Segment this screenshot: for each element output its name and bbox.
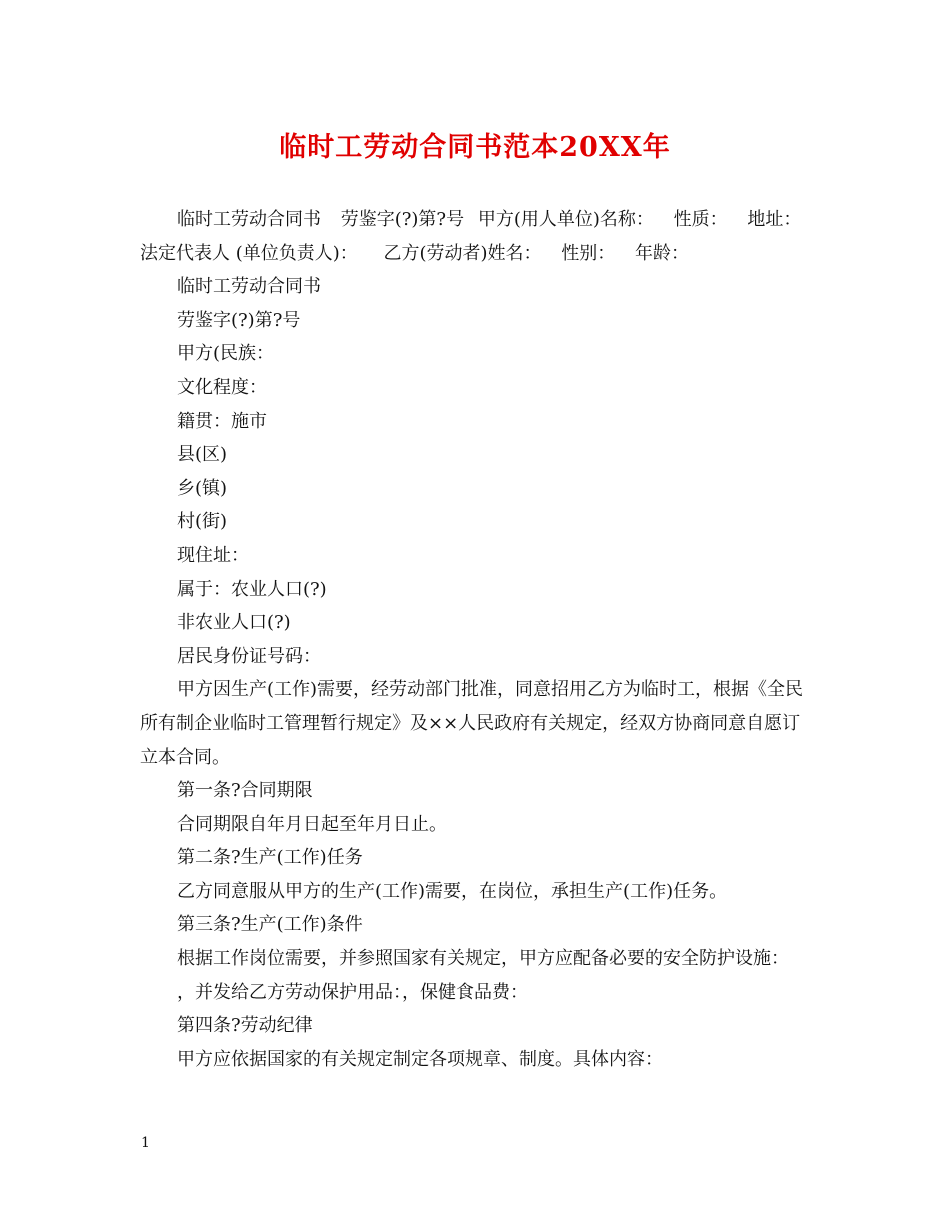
section-heading: 第三条?生产(工作)条件 xyxy=(177,914,363,936)
header-field-age: 年龄： xyxy=(635,242,690,264)
paragraph: 甲方应依据国家的有关规定制定各项规章、制度。具体内容： xyxy=(177,1048,663,1070)
paragraph: 现住址： xyxy=(177,544,249,566)
paragraph: 乙方同意服从甲方的生产(工作)需要，在岗位，承担生产(工作)任务。 xyxy=(177,880,728,902)
header-line-1 xyxy=(140,203,816,237)
header-field-nature: 性质： xyxy=(673,209,728,230)
header-field-contract: 临时工劳动合同书 xyxy=(177,209,321,230)
paragraph: 甲方(民族： xyxy=(177,343,275,365)
paragraph: 属于：农业人口(?) xyxy=(177,578,327,600)
header-field-employer-name: 甲方(用人单位)名称： xyxy=(477,209,654,230)
paragraph: 合同期限自年月日起至年月日止。 xyxy=(177,813,447,835)
paragraph: 非农业人口(?) xyxy=(177,612,291,634)
section-heading: 第二条?生产(工作)任务 xyxy=(177,847,363,869)
paragraph: 乡(镇) xyxy=(177,477,228,499)
paragraph: 县(区) xyxy=(177,444,228,466)
header-line-2 xyxy=(140,237,816,271)
header-field-legal-rep: 法定代表人 (单位负责人)： xyxy=(140,242,358,264)
page-number: 1 xyxy=(141,1135,150,1151)
document-title: 临时工劳动合同书范本20XX年 xyxy=(279,132,671,163)
header-field-gender: 性别： xyxy=(561,242,616,264)
paragraph: ，并发给乙方劳动保护用品：，保健食品费： xyxy=(177,981,528,1003)
header-field-ref-number: 劳鉴字(?)第?号 xyxy=(340,209,465,230)
paragraph: 文化程度： xyxy=(177,376,267,398)
paragraph: 甲方因生产(工作)需要，经劳动部门批准，同意招用乙方为临时工，根据《全民所有制企业临时工管理暂行规定》及××人民政府有关规定，经双方协商同意自愿订立本合同。 xyxy=(140,679,804,768)
paragraph: 村(街) xyxy=(177,511,228,533)
section-heading: 第一条?合同期限 xyxy=(177,780,313,802)
document-body xyxy=(140,203,816,1076)
paragraph: 籍贯：施市 xyxy=(177,410,267,432)
paragraph: 临时工劳动合同书 xyxy=(177,276,321,298)
paragraph: 居民身份证号码： xyxy=(177,645,321,667)
paragraph: 根据工作岗位需要，并参照国家有关规定，甲方应配备必要的安全防护设施： xyxy=(177,948,789,970)
section-heading: 第四条?劳动纪律 xyxy=(177,1015,313,1037)
paragraph: 劳鉴字(?)第?号 xyxy=(177,309,301,331)
header-field-employee-name: 乙方(劳动者)姓名： xyxy=(383,242,542,264)
header-field-address: 地址： xyxy=(747,209,802,230)
